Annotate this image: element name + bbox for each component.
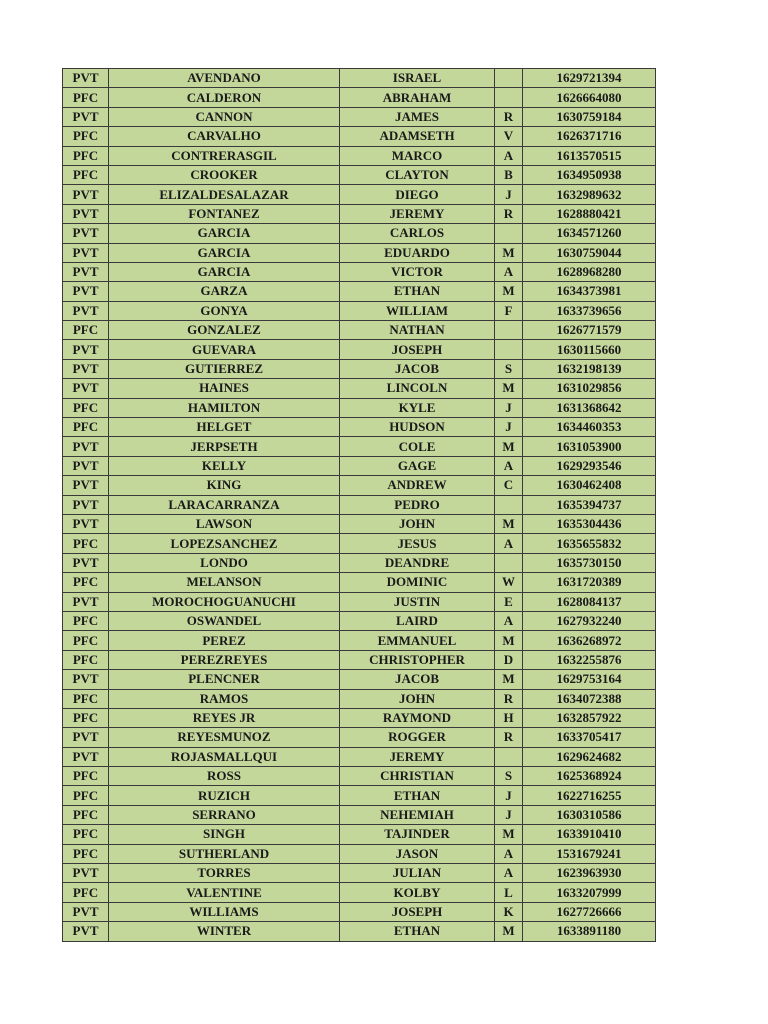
table-row xyxy=(63,398,656,417)
last-name-cell: RUZICH xyxy=(109,786,340,805)
id-number-cell: 1630759184 xyxy=(523,107,656,126)
last-name-cell: AVENDANO xyxy=(109,69,340,88)
last-name-cell: GARCIA xyxy=(109,224,340,243)
rank-cell: PVT xyxy=(63,864,109,883)
table-row xyxy=(63,689,656,708)
id-number-cell: 1630759044 xyxy=(523,243,656,262)
id-number-cell: 1634950938 xyxy=(523,165,656,184)
id-number-cell: 1632857922 xyxy=(523,708,656,727)
rank-cell: PFC xyxy=(63,321,109,340)
last-name-cell: KELLY xyxy=(109,456,340,475)
middle-initial-cell: K xyxy=(495,902,523,921)
first-name-cell: GAGE xyxy=(340,456,495,475)
rank-cell: PVT xyxy=(63,553,109,572)
first-name-cell: JOHN xyxy=(340,514,495,533)
id-number-cell: 1631368642 xyxy=(523,398,656,417)
table-row xyxy=(63,476,656,495)
id-number-cell: 1630310586 xyxy=(523,805,656,824)
id-number-cell: 1634373981 xyxy=(523,282,656,301)
id-number-cell: 1635304436 xyxy=(523,514,656,533)
last-name-cell: ROSS xyxy=(109,767,340,786)
id-number-cell: 1635730150 xyxy=(523,553,656,572)
table-row xyxy=(63,146,656,165)
id-number-cell: 1628968280 xyxy=(523,262,656,281)
last-name-cell: REYESMUNOZ xyxy=(109,728,340,747)
first-name-cell: CARLOS xyxy=(340,224,495,243)
table-row xyxy=(63,631,656,650)
middle-initial-cell: B xyxy=(495,165,523,184)
rank-cell: PVT xyxy=(63,495,109,514)
id-number-cell: 1632198139 xyxy=(523,359,656,378)
last-name-cell: HAINES xyxy=(109,379,340,398)
last-name-cell: GARCIA xyxy=(109,243,340,262)
rank-cell: PVT xyxy=(63,728,109,747)
table-row xyxy=(63,127,656,146)
rank-cell: PFC xyxy=(63,88,109,107)
table-row xyxy=(63,825,656,844)
id-number-cell: 1634571260 xyxy=(523,224,656,243)
last-name-cell: GARCIA xyxy=(109,262,340,281)
rank-cell: PVT xyxy=(63,456,109,475)
id-number-cell: 1630462408 xyxy=(523,476,656,495)
rank-cell: PFC xyxy=(63,650,109,669)
rank-cell: PFC xyxy=(63,883,109,902)
id-number-cell: 1634460353 xyxy=(523,418,656,437)
last-name-cell: PLENCNER xyxy=(109,670,340,689)
rank-cell: PFC xyxy=(63,844,109,863)
middle-initial-cell: C xyxy=(495,476,523,495)
first-name-cell: COLE xyxy=(340,437,495,456)
middle-initial-cell: F xyxy=(495,301,523,320)
rank-cell: PVT xyxy=(63,301,109,320)
first-name-cell: JEREMY xyxy=(340,204,495,223)
first-name-cell: TAJINDER xyxy=(340,825,495,844)
id-number-cell: 1622716255 xyxy=(523,786,656,805)
table-row xyxy=(63,514,656,533)
id-number-cell: 1531679241 xyxy=(523,844,656,863)
middle-initial-cell: J xyxy=(495,185,523,204)
rank-cell: PVT xyxy=(63,379,109,398)
rank-cell: PFC xyxy=(63,146,109,165)
first-name-cell: JOSEPH xyxy=(340,340,495,359)
rank-cell: PVT xyxy=(63,204,109,223)
id-number-cell: 1633705417 xyxy=(523,728,656,747)
last-name-cell: GUEVARA xyxy=(109,340,340,359)
rank-cell: PVT xyxy=(63,340,109,359)
first-name-cell: JASON xyxy=(340,844,495,863)
id-number-cell: 1628084137 xyxy=(523,592,656,611)
table-row xyxy=(63,359,656,378)
middle-initial-cell: M xyxy=(495,825,523,844)
table-row xyxy=(63,844,656,863)
rank-cell: PVT xyxy=(63,670,109,689)
middle-initial-cell: L xyxy=(495,883,523,902)
middle-initial-cell: A xyxy=(495,864,523,883)
last-name-cell: WINTER xyxy=(109,922,340,941)
middle-initial-cell: J xyxy=(495,786,523,805)
middle-initial-cell: R xyxy=(495,204,523,223)
middle-initial-cell: M xyxy=(495,670,523,689)
table-row xyxy=(63,786,656,805)
middle-initial-cell: M xyxy=(495,514,523,533)
middle-initial-cell: M xyxy=(495,282,523,301)
middle-initial-cell: R xyxy=(495,689,523,708)
first-name-cell: EMMANUEL xyxy=(340,631,495,650)
table-row xyxy=(63,69,656,88)
table-row xyxy=(63,767,656,786)
roster-table xyxy=(62,68,656,942)
table-row xyxy=(63,301,656,320)
middle-initial-cell: S xyxy=(495,767,523,786)
first-name-cell: ANDREW xyxy=(340,476,495,495)
table-row xyxy=(63,185,656,204)
first-name-cell: ADAMSETH xyxy=(340,127,495,146)
middle-initial-cell: J xyxy=(495,398,523,417)
middle-initial-cell xyxy=(495,69,523,88)
middle-initial-cell: A xyxy=(495,844,523,863)
middle-initial-cell: M xyxy=(495,437,523,456)
last-name-cell: PEREZREYES xyxy=(109,650,340,669)
last-name-cell: PEREZ xyxy=(109,631,340,650)
last-name-cell: CARVALHO xyxy=(109,127,340,146)
middle-initial-cell: R xyxy=(495,728,523,747)
last-name-cell: LAWSON xyxy=(109,514,340,533)
id-number-cell: 1635394737 xyxy=(523,495,656,514)
first-name-cell: VICTOR xyxy=(340,262,495,281)
middle-initial-cell xyxy=(495,553,523,572)
last-name-cell: MELANSON xyxy=(109,573,340,592)
table-row xyxy=(63,262,656,281)
last-name-cell: SUTHERLAND xyxy=(109,844,340,863)
rank-cell: PVT xyxy=(63,476,109,495)
last-name-cell: LARACARRANZA xyxy=(109,495,340,514)
first-name-cell: KYLE xyxy=(340,398,495,417)
middle-initial-cell: R xyxy=(495,107,523,126)
first-name-cell: ETHAN xyxy=(340,282,495,301)
last-name-cell: RAMOS xyxy=(109,689,340,708)
last-name-cell: GONZALEZ xyxy=(109,321,340,340)
first-name-cell: JACOB xyxy=(340,670,495,689)
table-row xyxy=(63,534,656,553)
first-name-cell: PEDRO xyxy=(340,495,495,514)
first-name-cell: LAIRD xyxy=(340,611,495,630)
last-name-cell: CONTRERASGIL xyxy=(109,146,340,165)
middle-initial-cell: S xyxy=(495,359,523,378)
middle-initial-cell xyxy=(495,88,523,107)
middle-initial-cell xyxy=(495,321,523,340)
last-name-cell: HAMILTON xyxy=(109,398,340,417)
rank-cell: PVT xyxy=(63,282,109,301)
middle-initial-cell xyxy=(495,340,523,359)
last-name-cell: REYES JR xyxy=(109,708,340,727)
id-number-cell: 1629721394 xyxy=(523,69,656,88)
last-name-cell: JERPSETH xyxy=(109,437,340,456)
rank-cell: PVT xyxy=(63,69,109,88)
table-row xyxy=(63,165,656,184)
id-number-cell: 1630115660 xyxy=(523,340,656,359)
last-name-cell: LOPEZSANCHEZ xyxy=(109,534,340,553)
middle-initial-cell: D xyxy=(495,650,523,669)
id-number-cell: 1631720389 xyxy=(523,573,656,592)
middle-initial-cell: J xyxy=(495,805,523,824)
table-row xyxy=(63,88,656,107)
first-name-cell: ROGGER xyxy=(340,728,495,747)
middle-initial-cell: M xyxy=(495,922,523,941)
table-row xyxy=(63,340,656,359)
id-number-cell: 1623963930 xyxy=(523,864,656,883)
first-name-cell: LINCOLN xyxy=(340,379,495,398)
middle-initial-cell: E xyxy=(495,592,523,611)
table-row xyxy=(63,708,656,727)
rank-cell: PVT xyxy=(63,592,109,611)
middle-initial-cell: A xyxy=(495,262,523,281)
rank-cell: PVT xyxy=(63,185,109,204)
id-number-cell: 1627726666 xyxy=(523,902,656,921)
middle-initial-cell xyxy=(495,747,523,766)
rank-cell: PFC xyxy=(63,631,109,650)
table-row xyxy=(63,883,656,902)
rank-cell: PFC xyxy=(63,611,109,630)
table-row xyxy=(63,224,656,243)
middle-initial-cell: H xyxy=(495,708,523,727)
table-row xyxy=(63,553,656,572)
roster-table-body xyxy=(63,69,656,942)
rank-cell: PVT xyxy=(63,107,109,126)
rank-cell: PVT xyxy=(63,224,109,243)
middle-initial-cell: V xyxy=(495,127,523,146)
last-name-cell: ELIZALDESALAZAR xyxy=(109,185,340,204)
first-name-cell: JACOB xyxy=(340,359,495,378)
last-name-cell: VALENTINE xyxy=(109,883,340,902)
first-name-cell: ETHAN xyxy=(340,786,495,805)
id-number-cell: 1631053900 xyxy=(523,437,656,456)
first-name-cell: DOMINIC xyxy=(340,573,495,592)
table-row xyxy=(63,495,656,514)
first-name-cell: EDUARDO xyxy=(340,243,495,262)
middle-initial-cell: M xyxy=(495,243,523,262)
last-name-cell: GONYA xyxy=(109,301,340,320)
last-name-cell: LONDO xyxy=(109,553,340,572)
rank-cell: PVT xyxy=(63,747,109,766)
rank-cell: PFC xyxy=(63,786,109,805)
last-name-cell: KING xyxy=(109,476,340,495)
id-number-cell: 1613570515 xyxy=(523,146,656,165)
rank-cell: PFC xyxy=(63,534,109,553)
table-row xyxy=(63,922,656,941)
rank-cell: PFC xyxy=(63,398,109,417)
first-name-cell: CHRISTOPHER xyxy=(340,650,495,669)
table-row xyxy=(63,805,656,824)
id-number-cell: 1629293546 xyxy=(523,456,656,475)
last-name-cell: CANNON xyxy=(109,107,340,126)
first-name-cell: DEANDRE xyxy=(340,553,495,572)
table-row xyxy=(63,418,656,437)
first-name-cell: JUSTIN xyxy=(340,592,495,611)
first-name-cell: MARCO xyxy=(340,146,495,165)
table-row xyxy=(63,204,656,223)
table-row xyxy=(63,611,656,630)
first-name-cell: CHRISTIAN xyxy=(340,767,495,786)
table-row xyxy=(63,107,656,126)
id-number-cell: 1625368924 xyxy=(523,767,656,786)
rank-cell: PVT xyxy=(63,359,109,378)
last-name-cell: OSWANDEL xyxy=(109,611,340,630)
id-number-cell: 1633739656 xyxy=(523,301,656,320)
middle-initial-cell: M xyxy=(495,379,523,398)
last-name-cell: CALDERON xyxy=(109,88,340,107)
id-number-cell: 1628880421 xyxy=(523,204,656,223)
middle-initial-cell: A xyxy=(495,611,523,630)
rank-cell: PVT xyxy=(63,902,109,921)
id-number-cell: 1634072388 xyxy=(523,689,656,708)
first-name-cell: JOHN xyxy=(340,689,495,708)
id-number-cell: 1626371716 xyxy=(523,127,656,146)
first-name-cell: JULIAN xyxy=(340,864,495,883)
table-row xyxy=(63,379,656,398)
middle-initial-cell: W xyxy=(495,573,523,592)
middle-initial-cell xyxy=(495,224,523,243)
last-name-cell: HELGET xyxy=(109,418,340,437)
rank-cell: PVT xyxy=(63,922,109,941)
last-name-cell: SINGH xyxy=(109,825,340,844)
first-name-cell: JESUS xyxy=(340,534,495,553)
last-name-cell: WILLIAMS xyxy=(109,902,340,921)
rank-cell: PFC xyxy=(63,689,109,708)
table-row xyxy=(63,321,656,340)
middle-initial-cell: M xyxy=(495,631,523,650)
rank-cell: PFC xyxy=(63,573,109,592)
id-number-cell: 1631029856 xyxy=(523,379,656,398)
first-name-cell: RAYMOND xyxy=(340,708,495,727)
id-number-cell: 1633910410 xyxy=(523,825,656,844)
last-name-cell: GUTIERREZ xyxy=(109,359,340,378)
rank-cell: PFC xyxy=(63,708,109,727)
last-name-cell: FONTANEZ xyxy=(109,204,340,223)
id-number-cell: 1629624682 xyxy=(523,747,656,766)
middle-initial-cell: A xyxy=(495,456,523,475)
table-row xyxy=(63,902,656,921)
last-name-cell: GARZA xyxy=(109,282,340,301)
last-name-cell: CROOKER xyxy=(109,165,340,184)
first-name-cell: NATHAN xyxy=(340,321,495,340)
table-row xyxy=(63,747,656,766)
id-number-cell: 1626664080 xyxy=(523,88,656,107)
rank-cell: PFC xyxy=(63,767,109,786)
rank-cell: PVT xyxy=(63,437,109,456)
id-number-cell: 1626771579 xyxy=(523,321,656,340)
table-row xyxy=(63,456,656,475)
rank-cell: PVT xyxy=(63,514,109,533)
first-name-cell: ISRAEL xyxy=(340,69,495,88)
table-row xyxy=(63,670,656,689)
rank-cell: PVT xyxy=(63,243,109,262)
table-row xyxy=(63,592,656,611)
first-name-cell: JOSEPH xyxy=(340,902,495,921)
last-name-cell: TORRES xyxy=(109,864,340,883)
middle-initial-cell: A xyxy=(495,146,523,165)
last-name-cell: SERRANO xyxy=(109,805,340,824)
first-name-cell: HUDSON xyxy=(340,418,495,437)
last-name-cell: MOROCHOGUANUCHI xyxy=(109,592,340,611)
id-number-cell: 1632989632 xyxy=(523,185,656,204)
table-row xyxy=(63,650,656,669)
first-name-cell: KOLBY xyxy=(340,883,495,902)
middle-initial-cell xyxy=(495,495,523,514)
id-number-cell: 1629753164 xyxy=(523,670,656,689)
table-row xyxy=(63,573,656,592)
rank-cell: PFC xyxy=(63,165,109,184)
first-name-cell: WILLIAM xyxy=(340,301,495,320)
first-name-cell: JAMES xyxy=(340,107,495,126)
first-name-cell: JEREMY xyxy=(340,747,495,766)
id-number-cell: 1633207999 xyxy=(523,883,656,902)
last-name-cell: ROJASMALLQUI xyxy=(109,747,340,766)
rank-cell: PVT xyxy=(63,262,109,281)
middle-initial-cell: J xyxy=(495,418,523,437)
table-row xyxy=(63,243,656,262)
table-row xyxy=(63,864,656,883)
table-row xyxy=(63,728,656,747)
id-number-cell: 1636268972 xyxy=(523,631,656,650)
rank-cell: PFC xyxy=(63,127,109,146)
rank-cell: PFC xyxy=(63,805,109,824)
id-number-cell: 1635655832 xyxy=(523,534,656,553)
table-row xyxy=(63,437,656,456)
table-row xyxy=(63,282,656,301)
first-name-cell: DIEGO xyxy=(340,185,495,204)
first-name-cell: CLAYTON xyxy=(340,165,495,184)
first-name-cell: NEHEMIAH xyxy=(340,805,495,824)
id-number-cell: 1632255876 xyxy=(523,650,656,669)
first-name-cell: ETHAN xyxy=(340,922,495,941)
id-number-cell: 1627932240 xyxy=(523,611,656,630)
middle-initial-cell: A xyxy=(495,534,523,553)
rank-cell: PFC xyxy=(63,418,109,437)
rank-cell: PFC xyxy=(63,825,109,844)
first-name-cell: ABRAHAM xyxy=(340,88,495,107)
id-number-cell: 1633891180 xyxy=(523,922,656,941)
